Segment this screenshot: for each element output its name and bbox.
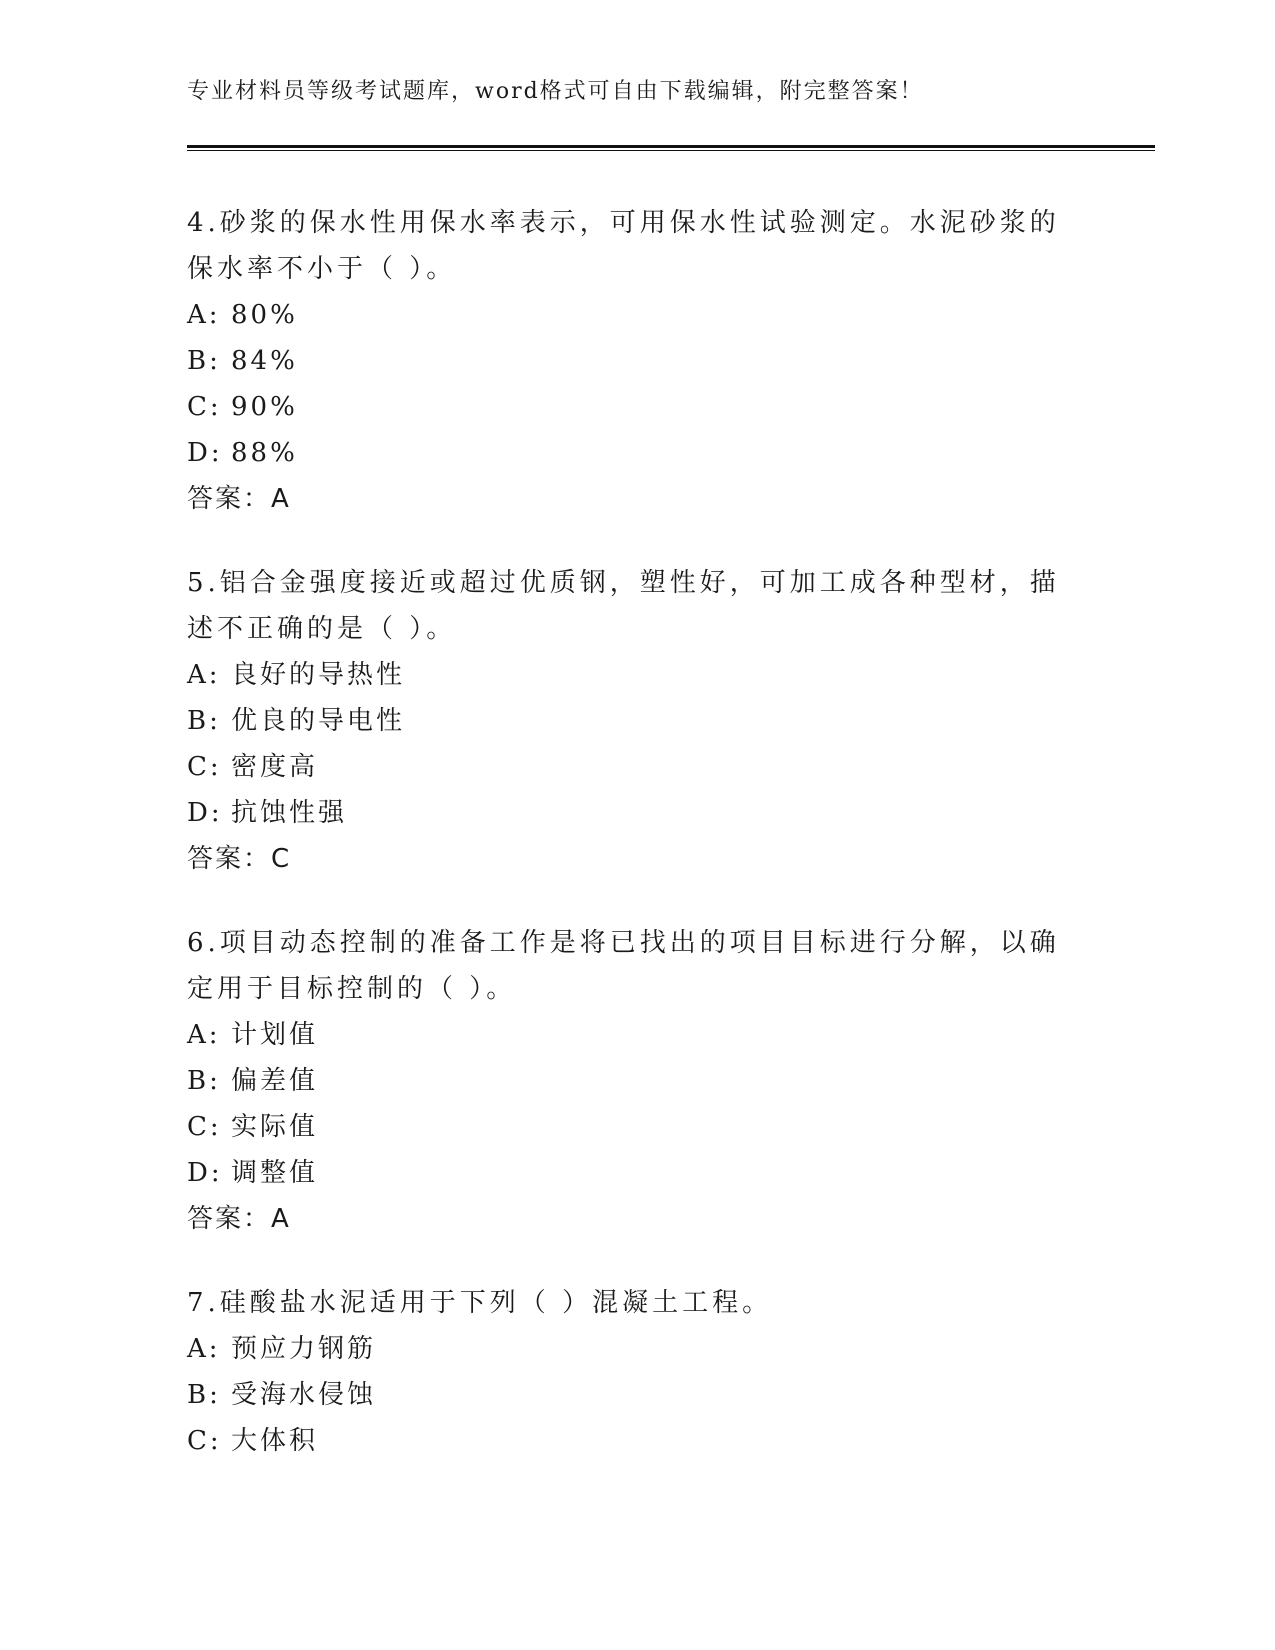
question-stem: 6.项目动态控制的准备工作是将已找出的项目目标进行分解，以确定用于目标控制的（ ）。 bbox=[187, 928, 1060, 1004]
option-letter: C: bbox=[187, 1112, 222, 1142]
option-letter: D: bbox=[187, 438, 223, 468]
option-letter: B: bbox=[187, 1380, 221, 1410]
question-6 bbox=[187, 920, 1067, 1242]
option-letter: C: bbox=[187, 1426, 222, 1456]
option-text: 受海水侵蚀 bbox=[231, 1380, 377, 1410]
option-b bbox=[187, 338, 1067, 384]
option-letter: A: bbox=[187, 300, 221, 330]
option-text: 密度高 bbox=[231, 752, 319, 782]
option-letter: B: bbox=[187, 346, 221, 376]
option-text: 良好的导热性 bbox=[231, 660, 406, 690]
question-stem: 4.砂浆的保水性用保水率表示，可用保水性试验测定。水泥砂浆的保水率不小于（ ）。 bbox=[187, 208, 1060, 284]
option-a bbox=[187, 652, 1067, 698]
question-list bbox=[187, 200, 1067, 1502]
option-text: 实际值 bbox=[231, 1112, 319, 1142]
option-text: 偏差值 bbox=[231, 1066, 319, 1096]
option-text: 84% bbox=[231, 346, 298, 376]
option-c bbox=[187, 384, 1067, 430]
header-divider-thin bbox=[187, 150, 1155, 151]
option-letter: B: bbox=[187, 706, 221, 736]
question-5 bbox=[187, 560, 1067, 882]
option-c bbox=[187, 1418, 1067, 1464]
answer-line: 答案：C bbox=[187, 844, 292, 874]
question-4 bbox=[187, 200, 1067, 522]
option-a bbox=[187, 1012, 1067, 1058]
option-letter: C: bbox=[187, 752, 222, 782]
option-d bbox=[187, 1150, 1067, 1196]
option-letter: A: bbox=[187, 1334, 221, 1364]
option-text: 计划值 bbox=[231, 1020, 319, 1050]
option-text: 88% bbox=[231, 438, 298, 468]
option-text: 调整值 bbox=[231, 1158, 319, 1188]
option-text: 90% bbox=[231, 392, 298, 422]
option-b bbox=[187, 698, 1067, 744]
option-text: 预应力钢筋 bbox=[231, 1334, 377, 1364]
option-letter: A: bbox=[187, 1020, 221, 1050]
question-stem: 5.铝合金强度接近或超过优质钢，塑性好，可加工成各种型材，描述不正确的是（ ）。 bbox=[187, 568, 1060, 644]
option-text: 80% bbox=[231, 300, 298, 330]
option-text: 抗蚀性强 bbox=[231, 798, 348, 828]
option-d bbox=[187, 430, 1067, 476]
option-letter: D: bbox=[187, 798, 223, 828]
option-text: 大体积 bbox=[231, 1426, 319, 1456]
option-a bbox=[187, 1326, 1067, 1372]
answer-line: 答案：A bbox=[187, 484, 291, 514]
option-a bbox=[187, 292, 1067, 338]
option-c bbox=[187, 744, 1067, 790]
question-stem: 7.硅酸盐水泥适用于下列（ ）混凝土工程。 bbox=[187, 1288, 773, 1318]
option-text: 优良的导电性 bbox=[231, 706, 406, 736]
answer-line: 答案：A bbox=[187, 1204, 291, 1234]
option-c bbox=[187, 1104, 1067, 1150]
option-d bbox=[187, 790, 1067, 836]
question-7 bbox=[187, 1280, 1067, 1464]
option-letter: C: bbox=[187, 392, 222, 422]
header-divider-thick bbox=[187, 145, 1155, 148]
option-b bbox=[187, 1058, 1067, 1104]
option-b bbox=[187, 1372, 1067, 1418]
option-letter: D: bbox=[187, 1158, 223, 1188]
option-letter: A: bbox=[187, 660, 221, 690]
page-header: 专业材料员等级考试题库，word格式可自由下载编辑，附完整答案！ bbox=[187, 79, 924, 104]
option-letter: B: bbox=[187, 1066, 221, 1096]
